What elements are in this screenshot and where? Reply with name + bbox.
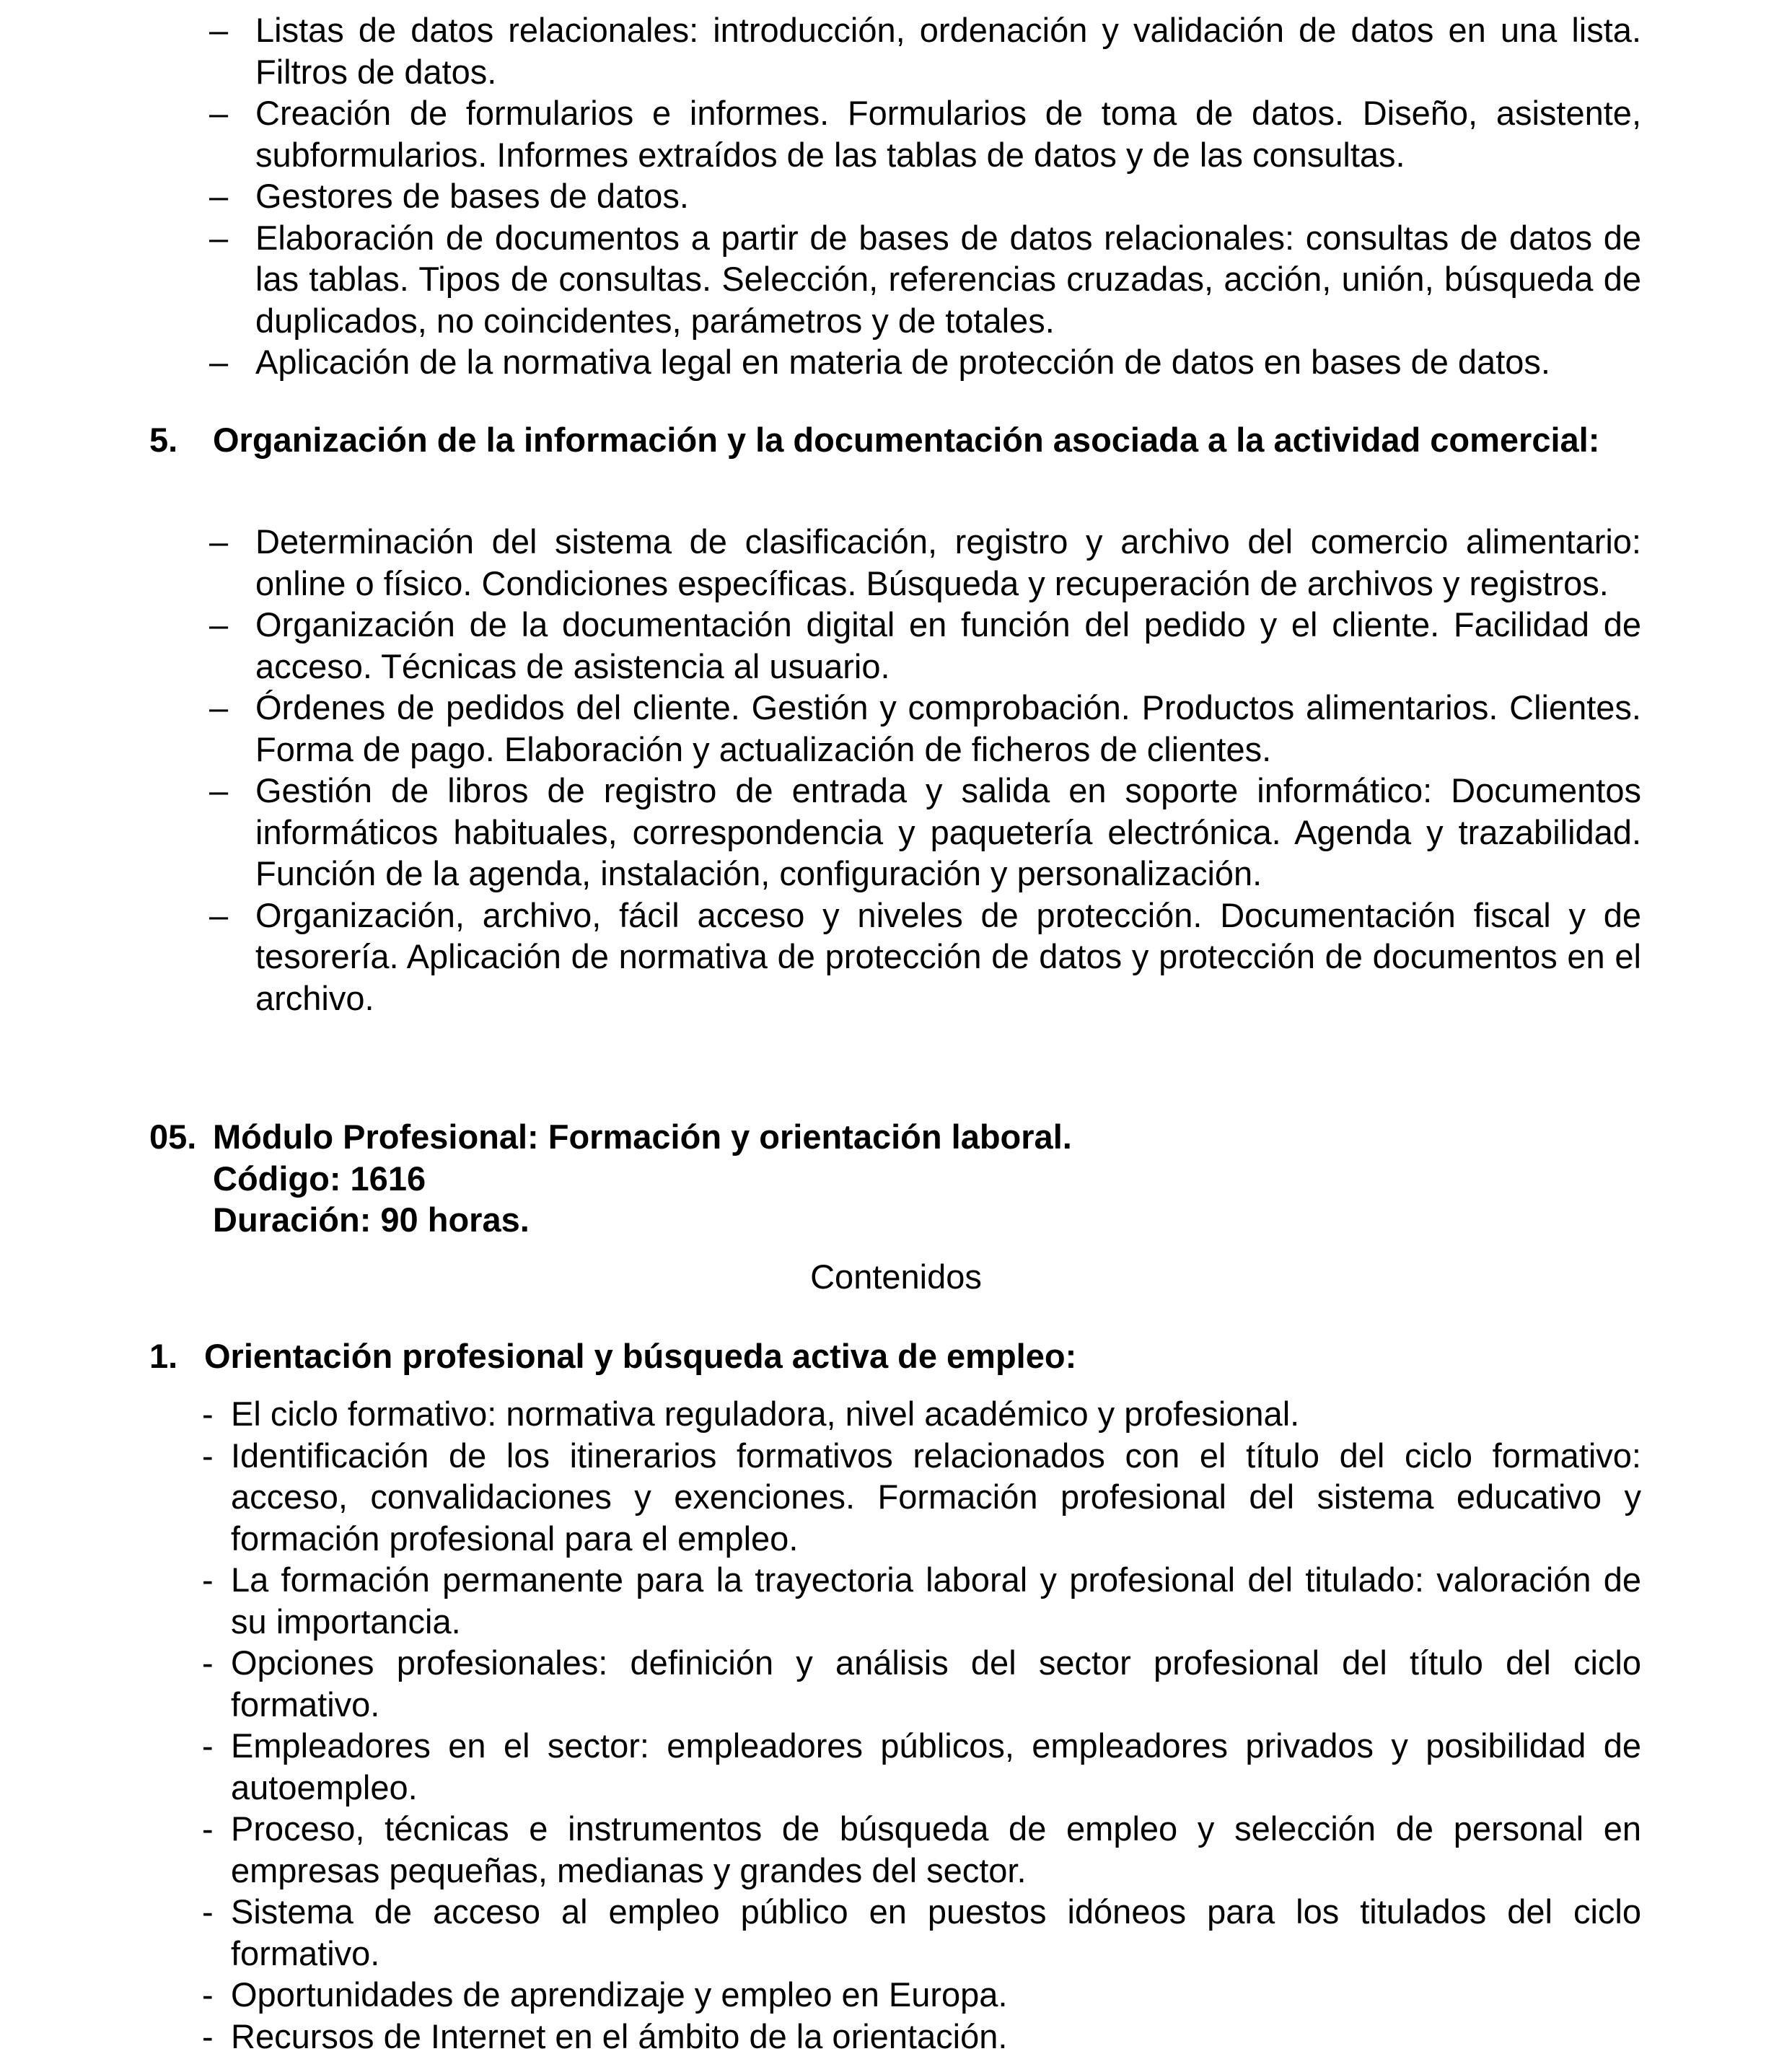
dash-marker: –	[209, 94, 229, 132]
list-item	[202, 1642, 1641, 1725]
top-bullet-list	[209, 9, 1641, 383]
hyphen-marker: -	[202, 2016, 214, 2055]
list-item-text: Creación de formularios e informes. Formularios de toma de datos. Diseño, asistente, subformularios. Informes extraídos de las tablas de datos y de las consultas.	[255, 94, 1641, 174]
dash-marker: –	[209, 895, 229, 934]
list-item	[209, 770, 1641, 895]
list-item-text: Sistema de acceso al empleo público en puestos idóneos para los titulados del ciclo formativo.	[231, 1892, 1641, 1972]
module-title: Módulo Profesional: Formación y orientación laboral.	[213, 1118, 1072, 1156]
list-item-text: Recursos de Internet en el ámbito de la orientación.	[231, 2016, 1008, 2055]
list-item	[209, 604, 1641, 687]
section-title: Organización de la información y la documentación asociada a la actividad comercial:	[213, 421, 1600, 459]
list-item-text: Organización de la documentación digital en función del pedido y el cliente. Facilidad de acceso. Técnicas de asistencia al usuario.	[255, 605, 1641, 685]
section-5-heading	[149, 419, 1641, 461]
list-item	[202, 2016, 1641, 2058]
list-item	[209, 9, 1641, 92]
dash-marker: –	[209, 177, 229, 215]
dash-marker: –	[209, 605, 229, 644]
list-item	[202, 1393, 1641, 1435]
section-1-heading	[149, 1335, 1076, 1377]
list-item-text: Elaboración de documentos a partir de bases de datos relacionales: consultas de datos de las tablas. Tipos de consultas. Selección, referencias cruzadas, acción, unión, búsqueda de duplicados, no coincidentes, parámetros y de totales.	[255, 218, 1641, 340]
module-heading	[149, 1116, 1072, 1241]
dash-marker: –	[209, 218, 229, 257]
hyphen-marker: -	[202, 1643, 214, 1682]
dash-marker: –	[209, 11, 229, 49]
list-item	[209, 175, 1641, 217]
list-item	[202, 1891, 1641, 1974]
list-item	[209, 217, 1641, 342]
list-item	[209, 92, 1641, 175]
dash-marker: –	[209, 771, 229, 809]
hyphen-marker: -	[202, 1809, 214, 1848]
list-item	[202, 1974, 1641, 2016]
list-item-text: Listas de datos relacionales: introducción, ordenación y validación de datos en una lista. Filtros de datos.	[255, 11, 1641, 91]
list-item-text: Gestores de bases de datos.	[255, 177, 689, 215]
dash-marker: –	[209, 688, 229, 726]
list-item-text: Aplicación de la normativa legal en materia de protección de datos en bases de datos.	[255, 343, 1550, 381]
dash-marker: –	[209, 522, 229, 561]
list-item-text: Órdenes de pedidos del cliente. Gestión y comprobación. Productos alimentarios. Clientes. Forma de pago. Elaboración y actualización de ficheros de clientes.	[255, 688, 1641, 768]
dash-marker: –	[209, 343, 229, 381]
list-item	[209, 895, 1641, 1019]
module-duration: Duración: 90 horas.	[213, 1200, 530, 1239]
list-item-text: Gestión de libros de registro de entrada y salida en soporte informático: Documentos informáticos habituales, correspondencia y paquetería electrónica. Agenda y trazabilidad. Función de la agenda, instalación, configuración y personalización.	[255, 771, 1641, 892]
section-number: 5.	[149, 421, 178, 459]
hyphen-marker: -	[202, 1726, 214, 1765]
list-item-text: Identificación de los itinerarios formativos relacionados con el título del ciclo formativo: acceso, convalidaciones y exenciones. Formación profesional del sistema educativo y formación profesional para el empleo.	[231, 1436, 1641, 1558]
list-item-text: La formación permanente para la trayectoria laboral y profesional del titulado: valoración de su importancia.	[231, 1560, 1641, 1641]
list-item-text: Empleadores en el sector: empleadores públicos, empleadores privados y posibilidad de autoempleo.	[231, 1726, 1641, 1807]
module-number: 05.	[149, 1118, 197, 1156]
list-item	[209, 521, 1641, 604]
section-1-list	[202, 1393, 1641, 2057]
list-item-text: Opciones profesionales: definición y análisis del sector profesional del título del ciclo formativo.	[231, 1643, 1641, 1724]
hyphen-marker: -	[202, 1975, 214, 2014]
hyphen-marker: -	[202, 1395, 214, 1433]
section-title: Orientación profesional y búsqueda activa de empleo:	[204, 1337, 1077, 1375]
module-title-row	[149, 1116, 1072, 1158]
list-item-text: Oportunidades de aprendizaje y empleo en Europa.	[231, 1975, 1008, 2014]
list-item-text: El ciclo formativo: normativa reguladora, nivel académico y profesional.	[231, 1395, 1300, 1433]
module-code: Código: 1616	[213, 1159, 426, 1198]
list-item	[202, 1808, 1641, 1891]
list-item	[209, 687, 1641, 770]
hyphen-marker: -	[202, 1892, 214, 1931]
list-item	[209, 341, 1641, 383]
section-number: 1.	[149, 1337, 178, 1375]
list-item	[202, 1725, 1641, 1808]
list-item-text: Organización, archivo, fácil acceso y niveles de protección. Documentación fiscal y de tesorería. Aplicación de normativa de protección de datos y protección de documentos en el archivo.	[255, 895, 1641, 1017]
list-item-text: Proceso, técnicas e instrumentos de búsqueda de empleo y selección de personal en empresas pequeñas, medianas y grandes del sector.	[231, 1809, 1641, 1889]
list-item-text: Determinación del sistema de clasificación, registro y archivo del comercio alimentario: online o físico. Condiciones específicas. Búsqueda y recuperación de archivos y registros.	[255, 522, 1641, 602]
list-item	[202, 1559, 1641, 1642]
section-5-list	[209, 521, 1641, 1019]
list-item	[202, 1435, 1641, 1560]
hyphen-marker: -	[202, 1560, 214, 1599]
contents-label: Contenidos	[810, 1257, 982, 1296]
hyphen-marker: -	[202, 1436, 214, 1475]
